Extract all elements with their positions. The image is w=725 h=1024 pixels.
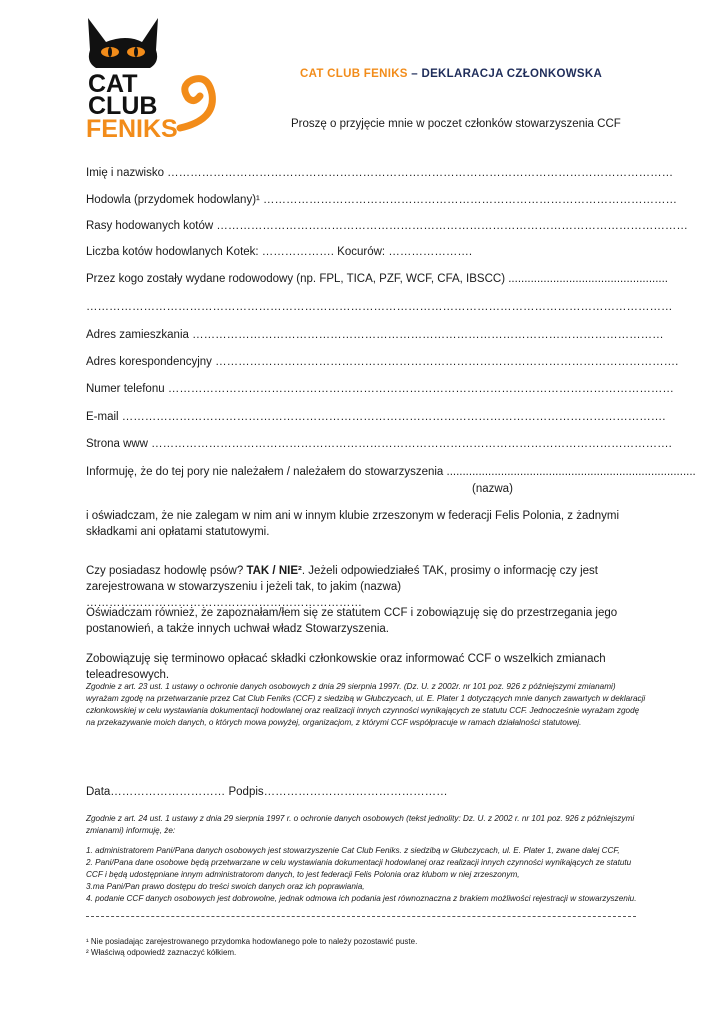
data-protection-point-2: 2. Pani/Pana dane osobowe będą przetwarzane w celu wystawiania dokumentacji hodowlanej oraz realizacji innych czynności wynikających ze statutu CCF i będą udostępniane innym administratorom danych, to jest federacji Felis Polonia oraz klubom w niej zrzeszonym,: [86, 858, 632, 879]
date-signature-line[interactable]: Data………………………… Podpis…………………………………………: [86, 786, 448, 798]
document-title: [300, 68, 602, 80]
membership-name-label: (nazwa): [472, 483, 513, 495]
data-protection-point-4: 4. podanie CCF danych osobowych jest dobrowolne, jednak odmowa ich podania jest równoznaczna z brakiem możliwości rejestracji w stowarzyszeniu.: [86, 894, 637, 903]
phone-field[interactable]: Numer telefonu ……………………………………………………………………………………………………………………: [86, 383, 674, 395]
debts-declaration: i oświadczam, że nie zalegam w nim ani w innym klubie zrzeszonym w federacji Felis Polonia, z żadnymi składkami ani opłatami statutowymi.: [86, 510, 620, 538]
data-consent: Zgodnie z art. 23 ust. 1 ustawy o ochronie danych osobowych z dnia 29 sierpnia 1997r. (Dz. U. z 2002r. nr 101 poz. 926 z późniejszymi zmianami) wyrażam zgodę na przetwarzanie przez Cat Club Feniks (CCF) z siedzibą w Głubczycach, ul. E. Plater 1 dotyczących mnie danych zawartych w deklaracji członkowskiej w celu wystawiania dokumentacji hodowlanej oraz realizacji innych czynności wynikających ze statutu CCF. Jednocześnie wyrażam zgodę na przekazywanie moich danych, o których mowa powyżej, organizacjom, z którymi CCF współpracuje w ramach działalności statutowej.: [86, 682, 646, 727]
subtitle: Proszę o przyjęcie mnie w poczet członków stowarzyszenia CCF: [291, 118, 621, 130]
name-field[interactable]: Imię i nazwisko ……………………………………………………………………………………………………………………: [86, 167, 674, 179]
svg-text:CLUB: CLUB: [88, 92, 158, 120]
title-declaration: DEKLARACJA CZŁONKOWSKA: [421, 68, 603, 80]
svg-text:FENIKS: FENIKS: [86, 115, 178, 140]
yes-no-choice[interactable]: TAK / NIE²: [246, 565, 302, 577]
dog-breeding-question: [86, 563, 646, 611]
address-field[interactable]: Adres zamieszkania ……………………………………………………………………………………………………………: [86, 329, 664, 341]
pedigrees-field[interactable]: Przez kogo zostały wydane rodowodowy (np. FPL, TICA, PZF, WCF, CFA, IBSCC) ..................................................: [86, 273, 668, 285]
pedigrees-continued-field[interactable]: ………………………………………………………………………………………………………………………………………: [86, 301, 673, 313]
cat-count-field[interactable]: Liczba kotów hodowlanych Kotek: ………………. Kocurów: ………………….: [86, 246, 473, 258]
footnote-1: ¹ Nie posiadając zarejestrowanego przydomka hodowlanego pole to należy pozostawić puste.: [86, 937, 418, 946]
dog-question-followup: . Jeżeli odpowiedziałeś TAK, prosimy o informację czy jest zarejestrowana w stowarzyszeniu i jeżeli tak, to jakim (nazwa) ………………………………………………………………: [86, 565, 598, 609]
svg-text:CAT: CAT: [88, 70, 138, 98]
fees-declaration: Zobowiązuję się terminowo opłacać składki członkowskie oraz informować CCF o wszelkich zmianach teleadresowych.: [86, 653, 606, 681]
email-field[interactable]: E-mail …………………………………………………………………………………………………………………………….: [86, 411, 666, 423]
membership-field[interactable]: Informuję, że do tej pory nie należałem / należałem do stowarzyszenia ..............................................................................: [86, 466, 696, 478]
data-protection-point-1: 1. administratorem Pani/Pana danych osobowych jest stowarzyszenie Cat Club Feniks. z siedzibą w Głubczycach, ul. E. Plater 1, zwane dalej CCF,: [86, 846, 620, 855]
statute-declaration: Oświadczam również, że zapoznałam/łem się ze statutem CCF i zobowiązuję się do przestrzegania jego postanowień, a także innych uchwał władz Stowarzyszenia.: [86, 607, 618, 635]
title-dash: –: [407, 68, 422, 80]
dog-question-text: Czy posiadasz hodowlę psów?: [86, 565, 247, 577]
cat-club-feniks-logo: [84, 16, 224, 140]
title-org: CAT CLUB FENIKS: [300, 68, 408, 80]
breeds-field[interactable]: Rasy hodowanych kotów ……………………………………………………………………………………………………………: [86, 220, 688, 232]
footnote-2: ² Właściwą odpowiedź zaznaczyć kółkiem.: [86, 948, 237, 957]
website-field[interactable]: Strona www ……………………………………………………………………………………………………………………….: [86, 438, 672, 450]
data-protection-intro: Zgodnie z art. 24 ust. 1 ustawy z dnia 29 sierpnia 1997 r. o ochronie danych osobowych (tekst jednolity: Dz. U. z 2002 r. nr 101 poz. 926 z późniejszymi zmianami) informuję, że:: [86, 814, 635, 835]
data-protection-point-3: 3.ma Pani/Pan prawo dostępu do treści swoich danych oraz ich poprawiania,: [86, 882, 365, 891]
cattery-field[interactable]: Hodowla (przydomek hodowlany)¹ ………………………………………………………………………………………………: [86, 194, 678, 206]
footnote-divider: [86, 916, 636, 917]
correspondence-address-field[interactable]: Adres korespondencyjny ………………………………………………………………………………………………………….: [86, 356, 679, 368]
